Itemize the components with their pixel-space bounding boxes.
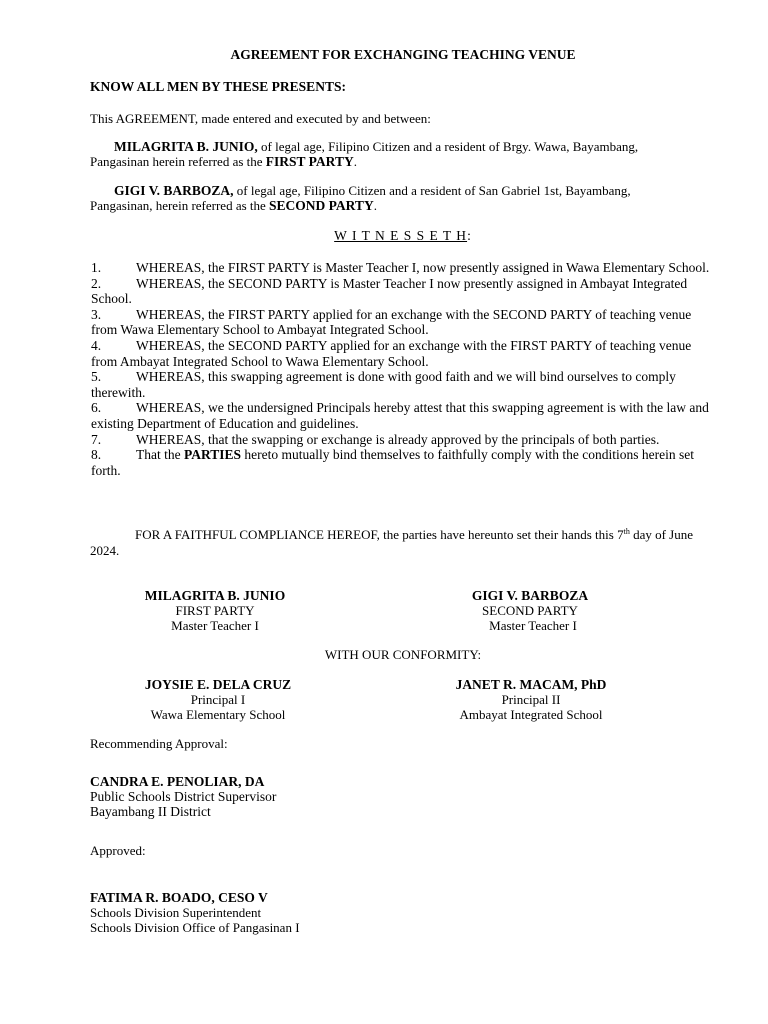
clause-number: 4. xyxy=(91,337,102,353)
principal-ambayat-block xyxy=(401,677,661,722)
clause-item xyxy=(91,447,711,478)
document-title: AGREEMENT FOR EXCHANGING TEACHING VENUE xyxy=(230,47,576,62)
whereas-clauses xyxy=(91,260,711,478)
parties-bold: PARTIES xyxy=(183,447,242,463)
first-party-name: MILAGRITA B. JUNIO, xyxy=(114,139,258,154)
supervisor-name: CANDRA E. PENOLIAR, DA xyxy=(90,774,265,789)
witnesseth-word: W I T N E S S E T H xyxy=(334,228,468,243)
signatory-role: FIRST PARTY xyxy=(175,603,255,618)
witnesseth-heading xyxy=(0,228,768,244)
clause-number: 3. xyxy=(91,306,102,322)
second-party-name: GIGI V. BARBOZA, xyxy=(114,183,234,198)
compliance-text: FOR A FAITHFUL COMPLIANCE HEREOF, the parties have hereunto set their hands this 7 xyxy=(135,527,624,542)
clause-text-post: hereto mutually bind themselves to faithfully comply with the conditions herein set forth. xyxy=(91,447,694,478)
principal-position: Principal II xyxy=(501,692,561,707)
second-party-paragraph xyxy=(90,183,680,213)
clause-text: WHEREAS, this swapping agreement is done with good faith and we will bind ourselves to comply therewith. xyxy=(91,369,676,400)
clause-text: WHEREAS, we the undersigned Principals hereby attest that this swapping agreement is with the law and existing Department of Education and guidelines. xyxy=(91,400,709,431)
principal-name: JOYSIE E. DELA CRUZ xyxy=(144,677,292,692)
first-party-text: of legal age, Filipino Citizen and a resident of Brgy. Wawa, Bayambang, Pangasinan herein referred as the xyxy=(90,139,639,169)
clause-number: 8. xyxy=(91,447,102,463)
principal-wawa-block xyxy=(88,677,348,722)
recommending-approval-block xyxy=(90,774,276,819)
first-party-signature-block xyxy=(85,588,345,633)
signatory-role: SECOND PARTY xyxy=(482,603,578,618)
know-all-men-heading: KNOW ALL MEN BY THESE PRESENTS: xyxy=(90,79,346,94)
conformity-heading: WITH OUR CONFORMITY: xyxy=(324,647,482,662)
superintendent-office: Schools Division Office of Pangasinan I xyxy=(90,920,300,935)
clause-number: 2. xyxy=(91,275,102,291)
second-party-role: SECOND PARTY xyxy=(269,198,374,213)
clause-item xyxy=(91,338,711,369)
clause-number: 7. xyxy=(91,431,102,447)
compliance-paragraph xyxy=(90,524,716,559)
first-party-role: FIRST PARTY xyxy=(265,154,354,169)
superintendent-position: Schools Division Superintendent xyxy=(90,905,262,920)
recommending-approval-label: Recommending Approval: xyxy=(90,736,228,751)
supervisor-position: Public Schools District Supervisor xyxy=(90,789,277,804)
signatory-name: MILAGRITA B. JUNIO xyxy=(144,588,286,603)
supervisor-office: Bayambang II District xyxy=(90,804,211,819)
approved-block xyxy=(90,890,300,935)
second-party-text: of legal age, Filipino Citizen and a resident of San Gabriel 1st, Bayambang, Pangasinan, herein referred as the xyxy=(90,183,631,213)
clause-text-pre: That the xyxy=(136,447,184,463)
principal-school: Wawa Elementary School xyxy=(150,707,286,722)
clause-item xyxy=(91,260,711,276)
clause-item xyxy=(91,400,711,431)
signatory-name: GIGI V. BARBOZA xyxy=(471,588,589,603)
first-party-paragraph xyxy=(90,139,680,169)
approved-label: Approved: xyxy=(90,843,146,858)
clause-text: WHEREAS, the SECOND PARTY applied for an exchange with the FIRST PARTY of teaching venue from Ambayat Integrated School to Wawa Elementary School. xyxy=(91,337,692,369)
compliance-rest: day of June 2024. xyxy=(90,527,694,558)
second-party-end: . xyxy=(373,198,377,213)
clause-number: 5. xyxy=(91,369,102,385)
clause-number: 1. xyxy=(91,260,102,275)
clause-text: WHEREAS, the SECOND PARTY is Master Teacher I now presently assigned in Ambayat Integrated School. xyxy=(91,275,688,307)
clause-item xyxy=(91,276,711,307)
signatory-position: Master Teacher I xyxy=(489,618,577,633)
principal-position: Principal I xyxy=(190,692,246,707)
principal-school: Ambayat Integrated School xyxy=(459,707,603,722)
clause-text: WHEREAS, that the swapping or exchange is already approved by the principals of both parties. xyxy=(136,431,660,447)
witnesseth-colon: : xyxy=(467,228,472,243)
first-party-end: . xyxy=(353,154,357,169)
clause-item xyxy=(91,369,711,400)
superintendent-name: FATIMA R. BOADO, CESO V xyxy=(90,890,268,905)
clause-text: WHEREAS, the FIRST PARTY is Master Teacher I, now presently assigned in Wawa Elementary School. xyxy=(136,260,710,275)
date-suffix: th xyxy=(623,527,630,536)
intro-paragraph: This AGREEMENT, made entered and executed by and between: xyxy=(90,111,431,126)
clause-item xyxy=(91,432,711,448)
signatory-position: Master Teacher I xyxy=(171,618,259,633)
clause-item xyxy=(91,307,711,338)
second-party-signature-block xyxy=(400,588,660,633)
principal-name: JANET R. MACAM, PhD xyxy=(455,677,607,692)
clause-number: 6. xyxy=(91,400,102,416)
clause-text: WHEREAS, the FIRST PARTY applied for an exchange with the SECOND PARTY of teaching venue from Wawa Elementary School to Ambayat Integrated School. xyxy=(91,306,692,338)
